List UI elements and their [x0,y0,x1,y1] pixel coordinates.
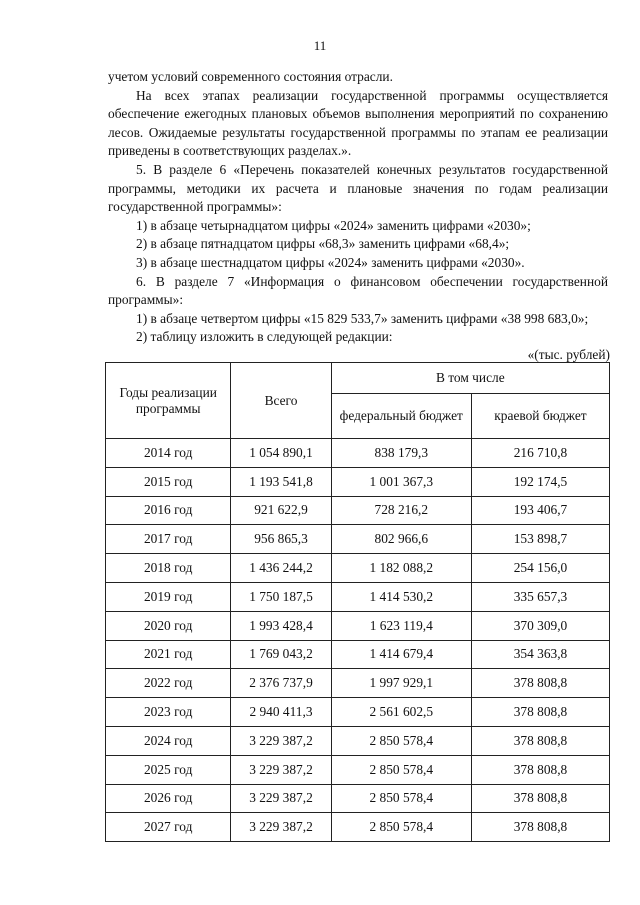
paragraph: На всех этапах реализации государственной программы осуществляется обеспечение ежегодных плановых объемов выполнения мероприятий по сохранению лесов. Ожидаемые результаты государственной программы по этапам ее реализации приведены в соответствующих разделах.». [108,87,608,159]
cell-regional: 335 657,3 [471,582,609,611]
cell-regional: 153 898,7 [471,525,609,554]
table-row [106,640,610,669]
cell-regional: 378 808,8 [471,669,609,698]
cell-total: 1 993 428,4 [231,611,331,640]
table-body [106,439,610,842]
paragraph: 6. В разделе 7 «Информация о финансовом обеспечении государственной программы»: [108,273,608,308]
cell-total: 921 622,9 [231,496,331,525]
table-row [106,611,610,640]
table-row [106,467,610,496]
cell-total: 3 229 387,2 [231,813,331,842]
cell-regional: 193 406,7 [471,496,609,525]
cell-year: 2018 год [106,554,231,583]
cell-total: 1 750 187,5 [231,582,331,611]
cell-total: 1 769 043,2 [231,640,331,669]
table-row [106,698,610,727]
cell-year: 2021 год [106,640,231,669]
cell-regional: 378 808,8 [471,698,609,727]
cell-year: 2014 год [106,439,231,468]
cell-federal: 1 182 088,2 [331,554,471,583]
unit-note: «(тыс. рублей) [527,347,610,362]
paragraph: 1) в абзаце четырнадцатом цифры «2024» заменить цифрами «2030»; [136,217,531,233]
cell-total: 3 229 387,2 [231,784,331,813]
table-row [106,755,610,784]
cell-year: 2026 год [106,784,231,813]
cell-total: 3 229 387,2 [231,755,331,784]
cell-regional: 354 363,8 [471,640,609,669]
cell-federal: 2 850 578,4 [331,726,471,755]
cell-year: 2024 год [106,726,231,755]
paragraph: 3) в абзаце шестнадцатом цифры «2024» заменить цифрами «2030». [136,254,525,270]
cell-year: 2019 год [106,582,231,611]
cell-total: 2 940 411,3 [231,698,331,727]
cell-federal: 2 850 578,4 [331,784,471,813]
cell-federal: 2 561 602,5 [331,698,471,727]
cell-total: 1 193 541,8 [231,467,331,496]
cell-regional: 378 808,8 [471,813,609,842]
cell-regional: 216 710,8 [471,439,609,468]
cell-total: 1 436 244,2 [231,554,331,583]
table-row [106,726,610,755]
cell-regional: 378 808,8 [471,784,609,813]
cell-total: 956 865,3 [231,525,331,554]
paragraph: 2) в абзаце пятнадцатом цифры «68,3» заменить цифрами «68,4»; [136,236,510,252]
header-including: В том числе [331,363,609,394]
cell-year: 2017 год [106,525,231,554]
paragraph: 5. В разделе 6 «Перечень показателей конечных результатов государственной программы, методики их расчета и плановые значения по годам реализации государственной программы»: [108,161,608,215]
table-row [106,439,610,468]
table-row [106,669,610,698]
cell-year: 2020 год [106,611,231,640]
cell-regional: 378 808,8 [471,726,609,755]
header-years: Годы реализации программы [106,363,231,439]
cell-federal: 2 850 578,4 [331,755,471,784]
paragraph: 2) таблицу изложить в следующей редакции: [136,329,393,345]
header-total: Всего [231,363,331,439]
header-regional: краевой бюджет [471,394,609,439]
cell-year: 2016 год [106,496,231,525]
table-row [106,525,610,554]
cell-federal: 1 414 679,4 [331,640,471,669]
table-row [106,496,610,525]
cell-federal: 1 001 367,3 [331,467,471,496]
cell-year: 2023 год [106,698,231,727]
cell-regional: 370 309,0 [471,611,609,640]
cell-total: 2 376 737,9 [231,669,331,698]
cell-federal: 838 179,3 [331,439,471,468]
cell-federal: 728 216,2 [331,496,471,525]
paragraph: 1) в абзаце четвертом цифры «15 829 533,7» заменить цифрами «38 998 683,0»; [136,310,589,326]
budget-table [105,362,610,842]
cell-total: 3 229 387,2 [231,726,331,755]
cell-federal: 1 623 119,4 [331,611,471,640]
table-row [106,554,610,583]
cell-year: 2025 год [106,755,231,784]
cell-federal: 1 414 530,2 [331,582,471,611]
table-row [106,784,610,813]
cell-total: 1 054 890,1 [231,439,331,468]
table-row [106,813,610,842]
cell-federal: 2 850 578,4 [331,813,471,842]
table-row [106,582,610,611]
body-text [108,68,608,347]
page-number: 11 [313,38,327,53]
cell-year: 2022 год [106,669,231,698]
cell-regional: 192 174,5 [471,467,609,496]
cell-year: 2027 год [106,813,231,842]
cell-regional: 254 156,0 [471,554,609,583]
cell-regional: 378 808,8 [471,755,609,784]
cell-year: 2015 год [106,467,231,496]
header-federal: федеральный бюджет [331,394,471,439]
cell-federal: 802 966,6 [331,525,471,554]
cell-federal: 1 997 929,1 [331,669,471,698]
paragraph: учетом условий современного состояния отрасли. [108,69,393,84]
